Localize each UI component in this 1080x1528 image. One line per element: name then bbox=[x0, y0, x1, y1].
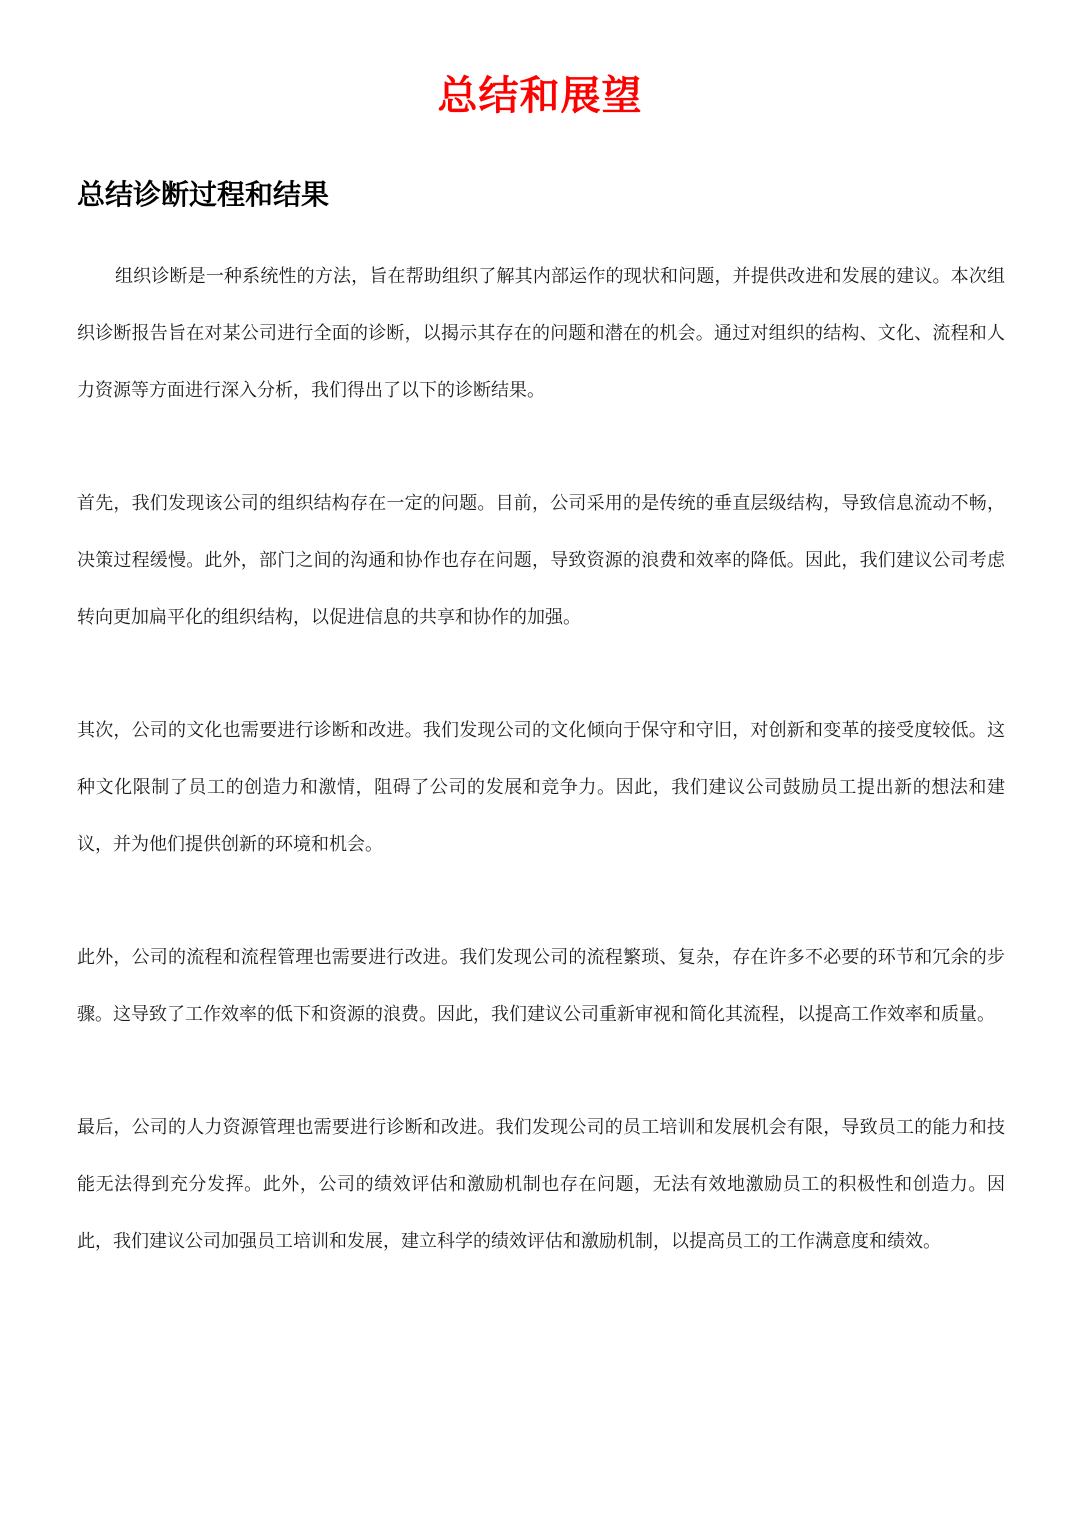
paragraph-culture: 其次，公司的文化也需要进行诊断和改进。我们发现公司的文化倾向于保守和守旧，对创新和变革的接受度较低。这种文化限制了员工的创造力和激情，阻碍了公司的发展和竞争力。因此，我们建议公司鼓励员工提出新的想法和建议，并为他们提供创新的环境和机会。 bbox=[77, 720, 1005, 855]
section-heading: 总结诊断过程和结果 bbox=[77, 178, 330, 211]
paragraph-structure: 首先，我们发现该公司的组织结构存在一定的问题。目前，公司采用的是传统的垂直层级结构，导致信息流动不畅，决策过程缓慢。此外，部门之间的沟通和协作也存在问题，导致资源的浪费和效率的降低。因此，我们建议公司考虑转向更加扁平化的组织结构，以促进信息的共享和协作的加强。 bbox=[77, 493, 1005, 628]
paragraph-hr: 最后，公司的人力资源管理也需要进行诊断和改进。我们发现公司的员工培训和发展机会有限，导致员工的能力和技能无法得到充分发挥。此外，公司的绩效评估和激励机制也存在问题，无法有效地激励员工的积极性和创造力。因此，我们建议公司加强员工培训和发展，建立科学的绩效评估和激励机制，以提高员工的工作满意度和绩效。 bbox=[77, 1117, 1005, 1252]
body-text bbox=[77, 248, 1005, 1326]
paragraph-process: 此外，公司的流程和流程管理也需要进行改进。我们发现公司的流程繁琐、复杂，存在许多不必要的环节和冗余的步骤。这导致了工作效率的低下和资源的浪费。因此，我们建议公司重新审视和简化其流程，以提高工作效率和质量。 bbox=[77, 947, 1005, 1025]
paragraph-intro: 组织诊断是一种系统性的方法，旨在帮助组织了解其内部运作的现状和问题，并提供改进和发展的建议。本次组织诊断报告旨在对某公司进行全面的诊断，以揭示其存在的问题和潜在的机会。通过对组织的结构、文化、流程和人力资源等方面进行深入分析，我们得出了以下的诊断结果。 bbox=[77, 266, 1005, 401]
document-title: 总结和展望 bbox=[437, 73, 643, 119]
